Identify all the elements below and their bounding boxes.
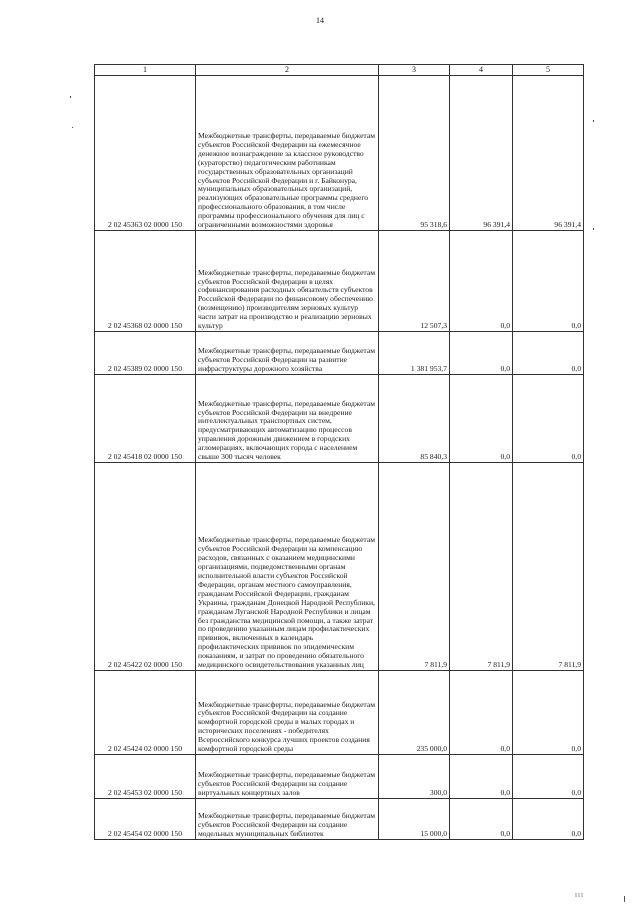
description-cell: Межбюджетные трансферты, передаваемые бюджетам субъектов Российской Федерации на внедрение интеллектуальных транспортных систем, предусматривающих автоматизацию процессов управления дорожным движением в городских агломерациях, включающих города с населением свыше 300 тысяч человек [196,375,379,463]
description-cell: Межбюджетные трансферты, передаваемые бюджетам субъектов Российской Федерации на создание модельных муниципальных библиотек [196,799,379,840]
footer-mark: III [575,893,584,899]
table-row [95,231,584,332]
description-cell: Межбюджетные трансферты, передаваемые бюджетам субъектов Российской Федерации на ежемесячное денежное вознаграждение за классное руководство (кураторство) педагогическим работникам государственных образовательных организаций субъектов Российской Федерации и г. Байконура, муниципальных образовательных организаций, реализующих образовательные программы среднего профессионального образования, в том числе программы профессионального обучения для лиц с ограниченными возможностями здоровья [196,76,379,231]
value-col3-cell: 12 507,3 [379,231,450,332]
value-col4-cell: 0,0 [450,332,513,375]
description-cell: Межбюджетные трансферты, передаваемые бюджетам субъектов Российской Федерации на развитие инфраструктуры дорожного хозяйства [196,332,379,375]
value-col3-cell: 7 811,9 [379,463,450,671]
value-col5-cell: 0,0 [513,671,584,755]
table-row [95,671,584,755]
value-col4-cell: 0,0 [450,755,513,799]
budget-table [94,64,584,840]
table-row [95,332,584,375]
value-col3-cell: 15 000,0 [379,799,450,840]
value-col3-cell: 235 000,0 [379,671,450,755]
table-header-row [95,65,584,76]
scan-mark-left-lower [72,127,73,128]
table-row [95,755,584,799]
value-col4-cell: 0,0 [450,231,513,332]
budget-code-cell: 2 02 45424 02 0000 150 [95,671,196,755]
value-col5-cell: 0,0 [513,332,584,375]
value-col5-cell: 0,0 [513,755,584,799]
column-header-3: 3 [379,65,450,76]
budget-code-cell: 2 02 45389 02 0000 150 [95,332,196,375]
budget-code-cell: 2 02 45422 02 0000 150 [95,463,196,671]
value-col3-cell: 300,0 [379,755,450,799]
value-col5-cell: 0,0 [513,231,584,332]
column-header-5: 5 [513,65,584,76]
column-header-2: 2 [196,65,379,76]
budget-code-cell: 2 02 45454 02 0000 150 [95,799,196,840]
description-cell: Межбюджетные трансферты, передаваемые бюджетам субъектов Российской Федерации в целях софинансирования расходных обязательств субъектов Российской Федерации по финансовому обеспечению (возмещению) производителям зерновых культур части затрат на производство и реализацию зерновых культур [196,231,379,332]
value-col4-cell: 96 391,4 [450,76,513,231]
budget-code-cell: 2 02 45418 02 0000 150 [95,375,196,463]
budget-code-cell: 2 02 45368 02 0000 150 [95,231,196,332]
value-col5-cell: 0,0 [513,799,584,840]
scan-mark-bottom-right [624,896,625,902]
table-row [95,463,584,671]
page-number: 14 [316,16,324,25]
value-col5-cell: 7 811,9 [513,463,584,671]
value-col3-cell: 85 840,3 [379,375,450,463]
value-col5-cell: 96 391,4 [513,76,584,231]
scan-mark-right [593,120,594,122]
value-col4-cell: 7 811,9 [450,463,513,671]
column-header-1: 1 [95,65,196,76]
value-col4-cell: 0,0 [450,671,513,755]
value-col4-cell: 0,0 [450,799,513,840]
table-row [95,76,584,231]
scan-mark-right-lower [593,228,594,230]
description-cell: Межбюджетные трансферты, передаваемые бюджетам субъектов Российской Федерации на компенсацию расходов, связанных с оказанием медицинскими организациями, подведомственными органам исполнительной власти субъектов Российской Федерации, органам местного самоуправления, гражданам Российской Федерации, гражданам Украины, гражданам Донецкой Народной Республики, гражданам Луганской Народной Республики и лицам без гражданства медицинской помощи, а также затрат по проведению указанным лицам профилактических прививок, включенных в календарь профилактических прививок по эпидемическим показаниям, и затрат по проведению обязательного медицинского освидетельствования указанных лиц [196,463,379,671]
value-col5-cell: 0,0 [513,375,584,463]
budget-code-cell: 2 02 45363 02 0000 150 [95,76,196,231]
description-cell: Межбюджетные трансферты, передаваемые бюджетам субъектов Российской Федерации на создание комфортной городской среды в малых городах и исторических поселениях - победителях Всероссийского конкурса лучших проектов создания комфортной городской среды [196,671,379,755]
table-row [95,375,584,463]
value-col3-cell: 1 381 953,7 [379,332,450,375]
column-header-4: 4 [450,65,513,76]
value-col4-cell: 0,0 [450,375,513,463]
value-col3-cell: 95 318,6 [379,76,450,231]
scan-mark-left [70,96,71,98]
description-cell: Межбюджетные трансферты, передаваемые бюджетам субъектов Российской Федерации на создание виртуальных концертных залов [196,755,379,799]
table-row [95,799,584,840]
budget-code-cell: 2 02 45453 02 0000 150 [95,755,196,799]
